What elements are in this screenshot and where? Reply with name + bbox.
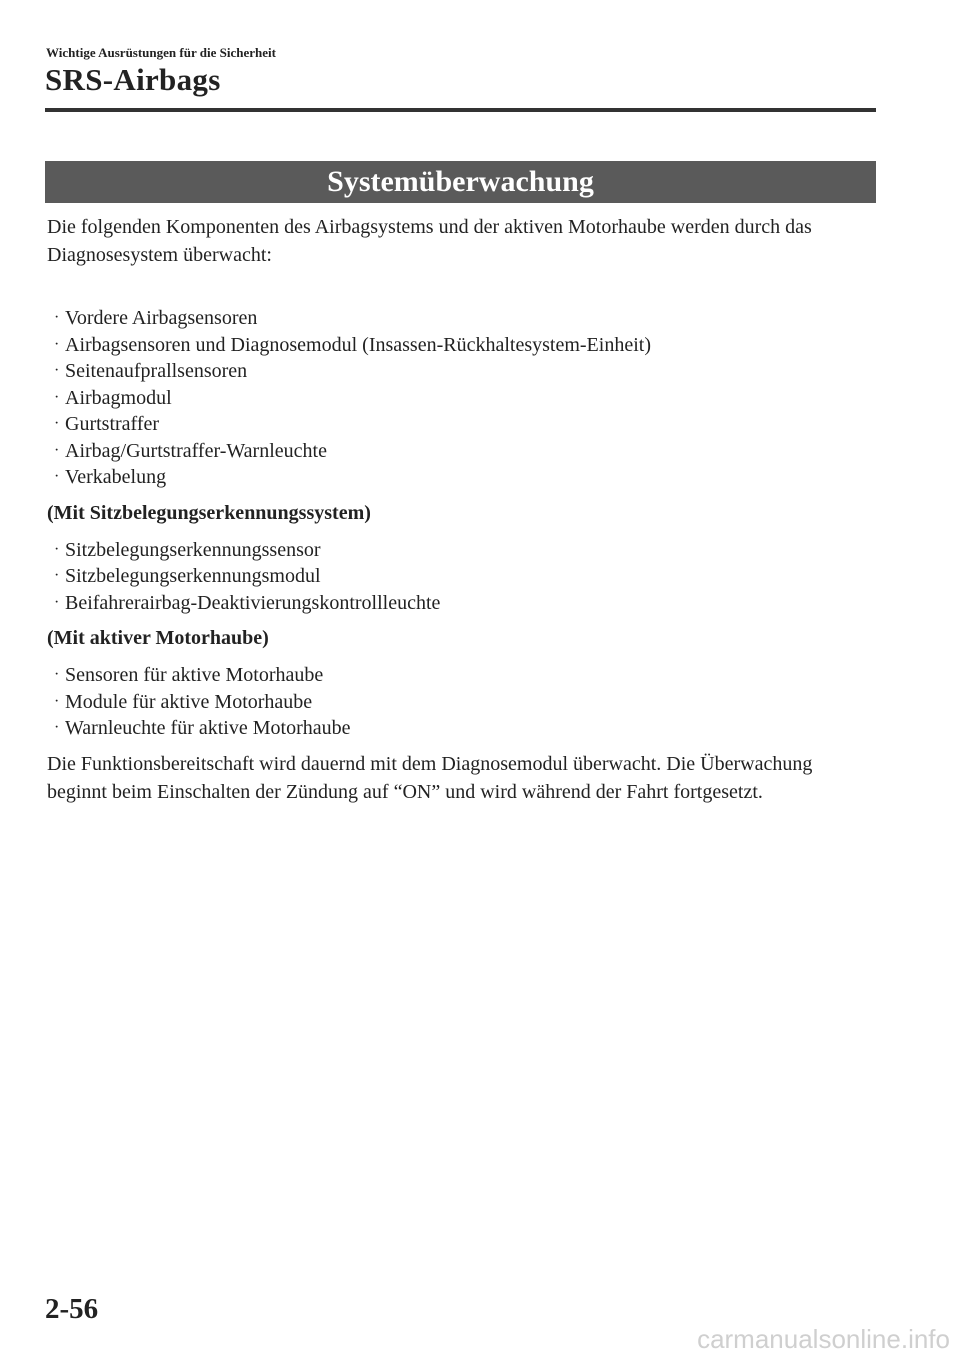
list-item-text: Airbagsensoren und Diagnosemodul (Insassen-Rückhaltesystem-Einheit) [65, 333, 651, 356]
list-item [47, 563, 877, 590]
list-item [47, 537, 877, 564]
list-item-text: Sitzbelegungserkennungssensor [65, 538, 321, 561]
list-item-text: Gurtstraffer [65, 413, 160, 435]
intro-paragraph: Die folgenden Komponenten des Airbagsystems und der aktiven Motorhaube werden durch das Diagnosesystem überwacht: [47, 216, 812, 266]
list-item [47, 438, 877, 465]
bullet-marker: · [54, 468, 60, 485]
list-item-text: Vordere Airbagsensoren [65, 307, 258, 329]
list-item-text: Sensoren für aktive Motorhaube [65, 664, 324, 686]
bullet-marker: · [54, 719, 60, 736]
bullet-marker: · [54, 540, 60, 558]
bullet-marker: · [54, 415, 60, 432]
list-item [47, 385, 877, 412]
list-item [47, 305, 877, 332]
list-item-text: Verkabelung [65, 466, 167, 488]
occupancy-subheading: (Mit Sitzbelegungserkennungssystem) [47, 501, 371, 524]
bullet-marker: · [54, 335, 60, 353]
bullet-marker: · [54, 692, 60, 710]
list-item [47, 590, 877, 617]
bullet-marker: · [54, 441, 60, 459]
topic-banner: Systemüberwachung [45, 161, 876, 203]
bullet-marker: · [54, 567, 60, 584]
list-item [47, 411, 877, 438]
watermark: carmanualsonline.info [697, 1324, 950, 1354]
bullet-marker: · [54, 388, 60, 406]
list-item [47, 464, 877, 491]
section-title: SRS-Airbags [45, 62, 221, 97]
chapter-heading: Wichtige Ausrüstungen für die Sicherheit [46, 45, 276, 60]
bullet-marker: · [54, 666, 60, 683]
list-item-text: Warnleuchte für aktive Motorhaube [65, 717, 351, 739]
list-item [47, 332, 877, 359]
list-item [47, 689, 877, 716]
page-number: 2-56 [45, 1293, 99, 1325]
content-body [47, 213, 877, 806]
list-item-text: Seitenaufprallsensoren [65, 360, 248, 382]
occupancy-components-list [47, 537, 877, 617]
header-rule [45, 108, 876, 112]
list-item-text: Airbag/Gurtstraffer-Warnleuchte [65, 439, 327, 462]
list-item-text: Sitzbelegungserkennungsmodul [65, 565, 321, 587]
bullet-marker: · [54, 309, 60, 326]
closing-paragraph: Die Funktionsbereitschaft wird dauernd mit dem Diagnosemodul überwacht. Die Überwachung beginnt beim Einschalten der Zündung auf “ON” und wird während der Fahrt fortgesetzt. [47, 752, 813, 803]
bullet-marker: · [54, 362, 60, 379]
list-item [47, 715, 877, 742]
monitored-components-list [47, 305, 877, 491]
list-item [47, 662, 877, 689]
list-item-text: Airbagmodul [65, 386, 172, 409]
bullet-marker: · [54, 593, 60, 611]
list-item-text: Module für aktive Motorhaube [65, 690, 313, 713]
active-hood-subheading: (Mit aktiver Motorhaube) [47, 627, 269, 649]
list-item-text: Beifahrerairbag-Deaktivierungskontrollleuchte [65, 591, 441, 614]
active-hood-components-list [47, 662, 877, 742]
list-item [47, 358, 877, 385]
